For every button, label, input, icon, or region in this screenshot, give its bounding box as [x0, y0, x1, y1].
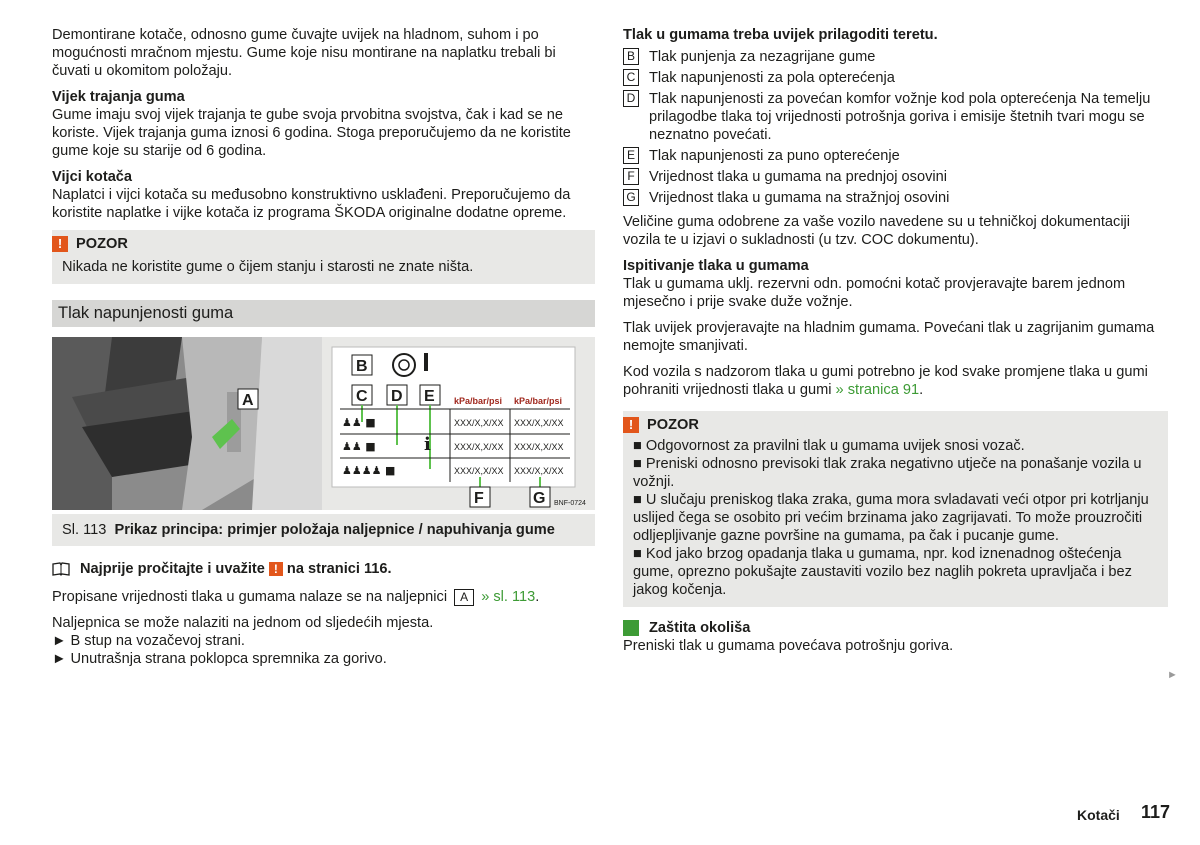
- section-title: Tlak napunjenosti guma: [52, 300, 595, 327]
- warning-icon: !: [52, 236, 68, 252]
- svg-text:XXX/X,X/XX: XXX/X,X/XX: [514, 442, 564, 452]
- page-link[interactable]: » stranica 91: [835, 382, 920, 398]
- svg-text:F: F: [474, 490, 484, 507]
- figure-code: BNF-0724: [554, 500, 586, 507]
- location-item-1: ► B stup na vozačevoj strani.: [52, 633, 245, 649]
- svg-text:C: C: [356, 388, 368, 405]
- svg-text:♟♟ ■: ♟♟ ■: [342, 440, 376, 453]
- figure-link[interactable]: » sl. 113: [481, 589, 536, 605]
- sticker-location-paragraph: Naljepnica se može nalaziti na jednom od sljedećih mjesta.: [52, 615, 434, 631]
- warning-icon: !: [623, 417, 639, 433]
- svg-text:♟♟♟♟ ■: ♟♟♟♟ ■: [342, 464, 396, 477]
- environment-paragraph: Preniski tlak u gumama povećava potrošnju goriva.: [623, 638, 954, 654]
- svg-text:kPa/bar/psi: kPa/bar/psi: [514, 396, 563, 406]
- legend-item: C Tlak napunjenosti za pola opterećenja: [623, 69, 1168, 87]
- wheel-bolts-paragraph: Naplatci i vijci kotača su međusobno konstruktivno usklađeni. Preporučujemo da koristite naplatke i vijke kotača iz programa ŠKODA originalne dodatne opreme.: [52, 187, 571, 221]
- chapter-name: Kotači: [1077, 807, 1120, 823]
- svg-text:♟♟ ■: ♟♟ ■: [342, 416, 376, 429]
- wheel-bolts-heading: Vijci kotača: [52, 169, 133, 185]
- caption-number: Sl. 113: [62, 522, 107, 538]
- tire-sizes-paragraph: Veličine guma odobrene za vaše vozilo navedene su u tehničkoj dokumentaciji vozila te u izjavi o sukladnosti (u tzv. COC dokumentu).: [623, 214, 1131, 248]
- svg-text:B: B: [356, 358, 368, 375]
- environment-heading: Zaštita okoliša: [623, 619, 1168, 637]
- warning-title: POZOR: [647, 417, 699, 433]
- warning-icon-inline: !: [269, 562, 283, 576]
- warning-body: [623, 435, 1168, 607]
- svg-text:XXX/X,X/XX: XXX/X,X/XX: [514, 418, 564, 428]
- svg-text:XXX/X,X/XX: XXX/X,X/XX: [514, 466, 564, 476]
- svg-text:XXX/X,X/XX: XXX/X,X/XX: [454, 442, 504, 452]
- recycle-icon: [623, 620, 639, 636]
- pressure-check-paragraph: Tlak u gumama uklj. rezervni odn. pomoćni kotač provjeravajte barem jednom mjesečno i prije svake duže vožnje.: [623, 276, 1126, 310]
- pressure-values-paragraph: Propisane vrijednosti tlaka u gumama nalaze se na naljepnici A » sl. 113.: [52, 589, 540, 605]
- warning-bullet: ■ U slučaju preniskog tlaka zraka, guma mora svladavati veći otpor pri kotrljanju uslijed čega se osobito pri većim brzinama jako zagrijavati. To može prouzročiti odljepljivanje gazne površine na gumama, pa čak i pucanje gume.: [633, 492, 1149, 544]
- warning-bullet: ■ Preniski odnosno previsoki tlak zraka negativno utječe na ponašanje vozila u vožnji.: [633, 456, 1142, 490]
- svg-text:kPa/bar/psi: kPa/bar/psi: [454, 396, 503, 406]
- figure-caption: [52, 514, 595, 546]
- legend-item: D Tlak napunjenosti za povećan komfor vožnje kod pola opterećenja Na temelju prilagodbe tlaka toj vrijednosti potrošnja goriva i emisije štetnih tvari mogu se neznatno povećati.: [623, 90, 1168, 144]
- svg-text:G: G: [533, 490, 546, 507]
- tire-life-paragraph: Gume imaju svoj vijek trajanja te gube svoja prvobitna svojstva, čak i kad se ne koriste. Vijek trajanja guma iznosi 6 godina. Stoga preporučujemo da ne koristite gume koje su starije od 6 godina.: [52, 107, 571, 159]
- svg-text:XXX/X,X/XX: XXX/X,X/XX: [454, 466, 504, 476]
- figure-illustration: [52, 337, 595, 510]
- svg-text:XXX/X,X/XX: XXX/X,X/XX: [454, 418, 504, 428]
- load-heading: Tlak u gumama treba uvijek prilagoditi teretu.: [623, 27, 938, 43]
- intro-paragraph: Demontirane kotače, odnosno gume čuvajte uvijek na hladnom, suhom i po mogućnosti mračnom mjestu. Gume koje nisu montirane na naplatku trebali bi čuvati u okomitom položaju.: [52, 27, 556, 79]
- figure-label-a: A: [242, 392, 254, 409]
- warning-bullet: ■ Kod jako brzog opadanja tlaka u gumama, npr. kod iznenadnog oštećenja gume, oprezno pokušajte zaustaviti vozilo bez naglih pokreta upravljača i bez jakog kočenja.: [633, 546, 1132, 598]
- legend-list: [623, 48, 1168, 207]
- thermometer-icon: [424, 353, 428, 371]
- figure-113: [52, 337, 595, 510]
- key-a: A: [454, 589, 474, 606]
- tpms-paragraph: Kod vozila s nadzorom tlaka u gumi potrebno je kod svake promjene tlaka u gumi pohraniti vrijednosti tlaka u gumi » stranica 91.: [623, 364, 1148, 398]
- warning-text: Nikada ne koristite gume o čijem stanju i starosti ne znate ništa.: [62, 259, 474, 275]
- location-item-2: ► Unutrašnja strana poklopca spremnika za gorivo.: [52, 651, 387, 667]
- info-icon: i: [424, 434, 431, 455]
- warning-box: [52, 230, 595, 284]
- legend-item: F Vrijednost tlaka u gumama na prednjoj osovini: [623, 168, 1168, 186]
- page-number: 117: [1141, 802, 1171, 822]
- svg-text:D: D: [391, 388, 403, 405]
- legend-item: B Tlak punjenja za nezagrijane gume: [623, 48, 1168, 66]
- pressure-check-heading: Ispitivanje tlaka u gumama: [623, 258, 809, 274]
- tire-life-heading: Vijek trajanja guma: [52, 89, 185, 105]
- cold-tires-paragraph: Tlak uvijek provjeravajte na hladnim gumama. Povećani tlak u zagrijanim gumama nemojte smanjivati.: [623, 320, 1155, 354]
- warning-box-2: [623, 411, 1168, 607]
- legend-item: E Tlak napunjenosti za puno opterećenje: [623, 147, 1168, 165]
- warning-header: [52, 230, 595, 254]
- book-icon: [52, 562, 70, 576]
- warning-title: POZOR: [76, 236, 128, 252]
- warning-bullet: ■ Odgovornost za pravilni tlak u gumama uvijek snosi vozač.: [633, 438, 1025, 454]
- warning-header: [623, 411, 1168, 435]
- caption-text: Prikaz principa: primjer položaja naljepnice / napuhivanja gume: [114, 522, 555, 538]
- read-first-text: Najprije pročitajte i uvažite: [80, 561, 265, 577]
- legend-item: G Vrijednost tlaka u gumama na stražnjoj osovini: [623, 189, 1168, 207]
- continue-arrow-icon: ►: [1167, 669, 1178, 681]
- right-column: [623, 26, 1168, 663]
- read-first-note: [52, 560, 595, 578]
- left-column: [52, 26, 595, 668]
- read-first-end: na stranici 116.: [286, 561, 392, 577]
- svg-text:E: E: [424, 388, 435, 405]
